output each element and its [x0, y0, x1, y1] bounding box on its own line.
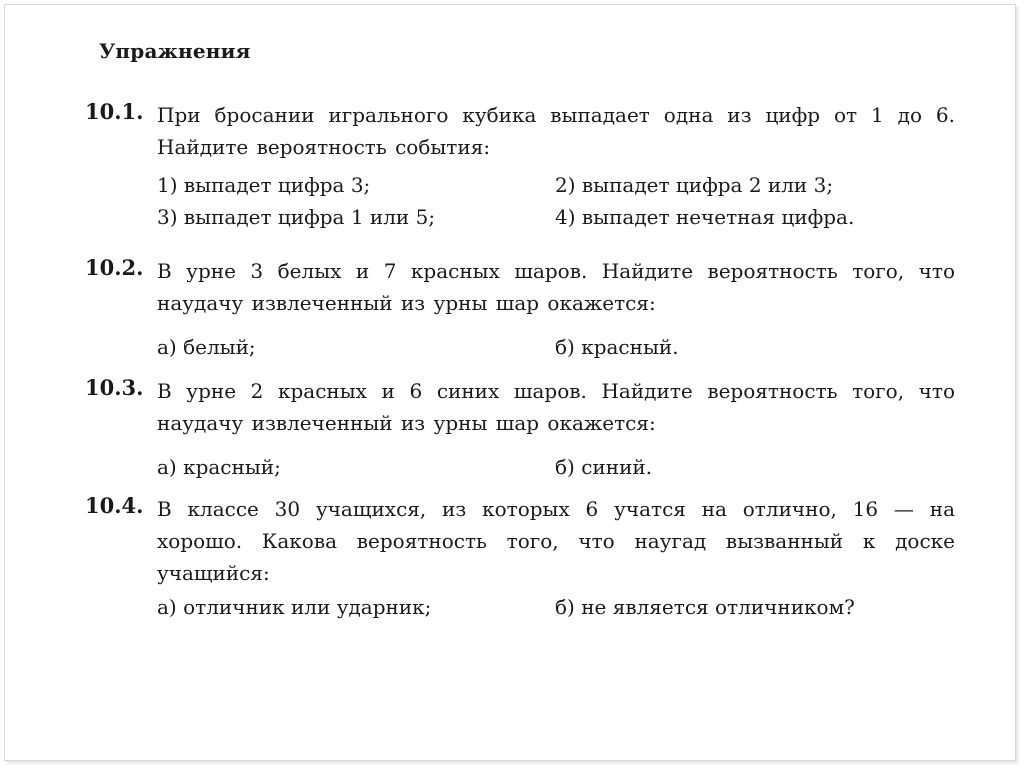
exercise-10-1	[85, 99, 955, 233]
option: б) красный.	[555, 335, 679, 359]
exercise-text: При бросании игрального кубика выпадает одна из цифр от 1 до 6. Найдите вероятность события:	[157, 103, 955, 159]
exercise-text: В урне 2 красных и 6 синих шаров. Найдите вероятность того, что наудачу извлеченный из урны шар окажется:	[157, 379, 955, 435]
textbook-page	[85, 33, 955, 619]
exercise-options	[157, 591, 955, 623]
exercise-options	[157, 451, 955, 483]
option: 4) выпадет нечетная цифра.	[555, 205, 855, 229]
exercise-options	[157, 169, 955, 233]
exercise-text: В урне 3 белых и 7 красных шаров. Найдите вероятность того, что наудачу извлеченный из урны шар окажется:	[157, 259, 955, 315]
option: б) не является отличником?	[555, 595, 855, 619]
option: 3) выпадет цифра 1 или 5;	[157, 205, 436, 229]
exercise-number: 10.3.	[85, 375, 144, 400]
exercise-options	[157, 331, 955, 363]
option: а) красный;	[157, 455, 281, 479]
option: б) синий.	[555, 455, 653, 479]
option: 2) выпадет цифра 2 или 3;	[555, 173, 834, 197]
exercise-number: 10.2.	[85, 255, 144, 280]
option: а) отличник или ударник;	[157, 595, 432, 619]
option: 1) выпадет цифра 3;	[157, 173, 371, 197]
exercise-10-2	[85, 255, 955, 363]
exercise-number: 10.1.	[85, 99, 144, 124]
section-title: Упражнения	[99, 39, 251, 63]
slide	[4, 4, 1016, 761]
option: а) белый;	[157, 335, 256, 359]
exercise-text: В классе 30 учащихся, из которых 6 учатся на отлично, 16 — на хорошо. Какова вероятность того, что наугад вызванный к доске учащийся:	[157, 497, 955, 585]
exercise-10-3	[85, 375, 955, 483]
exercise-10-4	[85, 493, 955, 623]
exercise-number: 10.4.	[85, 493, 144, 518]
